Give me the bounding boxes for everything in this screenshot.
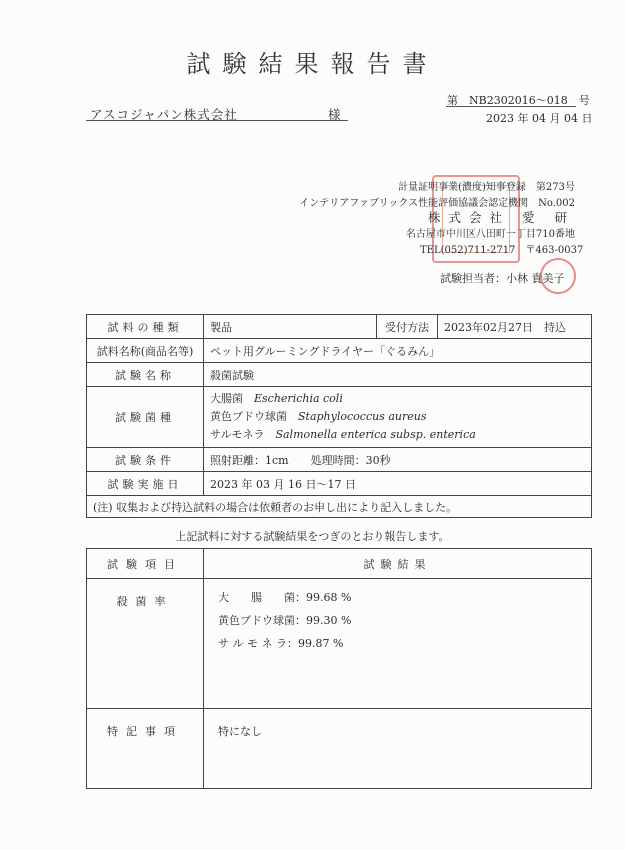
- bacteria-jp: 黄色ブドウ球菌: [210, 410, 287, 423]
- bacteria-latin: Salmonella enterica subsp. enterica: [275, 428, 476, 441]
- table-row: [87, 363, 592, 387]
- cell-label: 試料の種類: [87, 315, 204, 339]
- list-item: 黄色ブドウ球菌：99.30 %: [218, 614, 352, 627]
- cell-value: 製品: [204, 315, 377, 339]
- column-header: 試験項目: [87, 549, 204, 579]
- cell-label: 受付方法: [377, 315, 438, 339]
- document-number-underline: [446, 106, 576, 107]
- issuer-company: 株式会社 愛 研: [428, 210, 575, 225]
- cell-label: 試料名称(商品名等): [87, 339, 204, 363]
- registration-line-2: インテリアファブリックス性能評価協議会認定機関 No.002: [299, 198, 575, 209]
- list-item: [210, 426, 585, 444]
- rate-list: [204, 579, 592, 709]
- cell-label: 試験実施日: [87, 472, 204, 496]
- tester-name: 試験担当者：小林 貴美子: [440, 272, 565, 285]
- note: (注) 収集および持込試料の場合は依頼者のお申し出により記入しました。: [87, 496, 592, 518]
- table-row: [87, 448, 592, 472]
- table-row: [87, 496, 592, 518]
- issue-date: 2023 年 04 月 04 日: [486, 112, 593, 125]
- list-item: [210, 408, 585, 426]
- registration-line-1: 計量証明事業(濃度)知事登録 第273号: [398, 182, 575, 193]
- table-row: [87, 315, 592, 339]
- client-underline: [86, 120, 348, 121]
- report-title: 試験結果報告書: [186, 50, 439, 78]
- cell-label: 殺菌率: [87, 579, 204, 709]
- column-header: 試験結果: [204, 549, 592, 579]
- cell-label: 試験名称: [87, 363, 204, 387]
- results-table: [86, 548, 592, 789]
- list-item: サ ル モ ネ ラ：99.87 %: [218, 637, 344, 650]
- cell-value: 照射距離：1cm 処理時間：30秒: [204, 448, 592, 472]
- cell-label: 試験条件: [87, 448, 204, 472]
- report-statement: 上記試料に対する試験結果をつぎのとおり報告します。: [175, 530, 450, 543]
- client-honorific: 様: [328, 107, 341, 122]
- cell-value: 特になし: [204, 709, 592, 789]
- sample-info-table: [86, 314, 592, 518]
- bacteria-jp: 大腸菌: [210, 392, 243, 405]
- table-row: [87, 709, 592, 789]
- table-row: [87, 549, 592, 579]
- table-row: [87, 579, 592, 709]
- table-row: [87, 472, 592, 496]
- bacteria-list: [204, 387, 592, 448]
- cell-value: 2023年02月27日 持込: [438, 315, 592, 339]
- issuer-address: 名古屋市中川区八田町一丁目710番地: [405, 229, 575, 240]
- client-name: アスコジャパン株式会社: [90, 107, 238, 122]
- bacteria-jp: サルモネラ: [210, 428, 265, 441]
- bacteria-latin: Staphylococcus aureus: [298, 410, 427, 423]
- table-row: [87, 339, 592, 363]
- list-item: [210, 390, 585, 408]
- table-row: [87, 387, 592, 448]
- list-item: 大 腸 菌：99.68 %: [218, 591, 352, 604]
- cell-value: ペット用グルーミングドライヤー「ぐるみん」: [204, 339, 592, 363]
- document-number: 第 NB2302016～018 号: [447, 94, 590, 107]
- issuer-tel: TEL(052)711-2717 〒463-0037: [420, 245, 584, 256]
- bacteria-latin: Escherichia coli: [254, 392, 343, 405]
- personal-seal-stamp: [540, 258, 576, 294]
- cell-label: 特記事項: [87, 709, 204, 789]
- cell-value: 殺菌試験: [204, 363, 592, 387]
- cell-value: 2023 年 03 月 16 日～17 日: [204, 472, 592, 496]
- cell-label: 試験菌種: [87, 387, 204, 448]
